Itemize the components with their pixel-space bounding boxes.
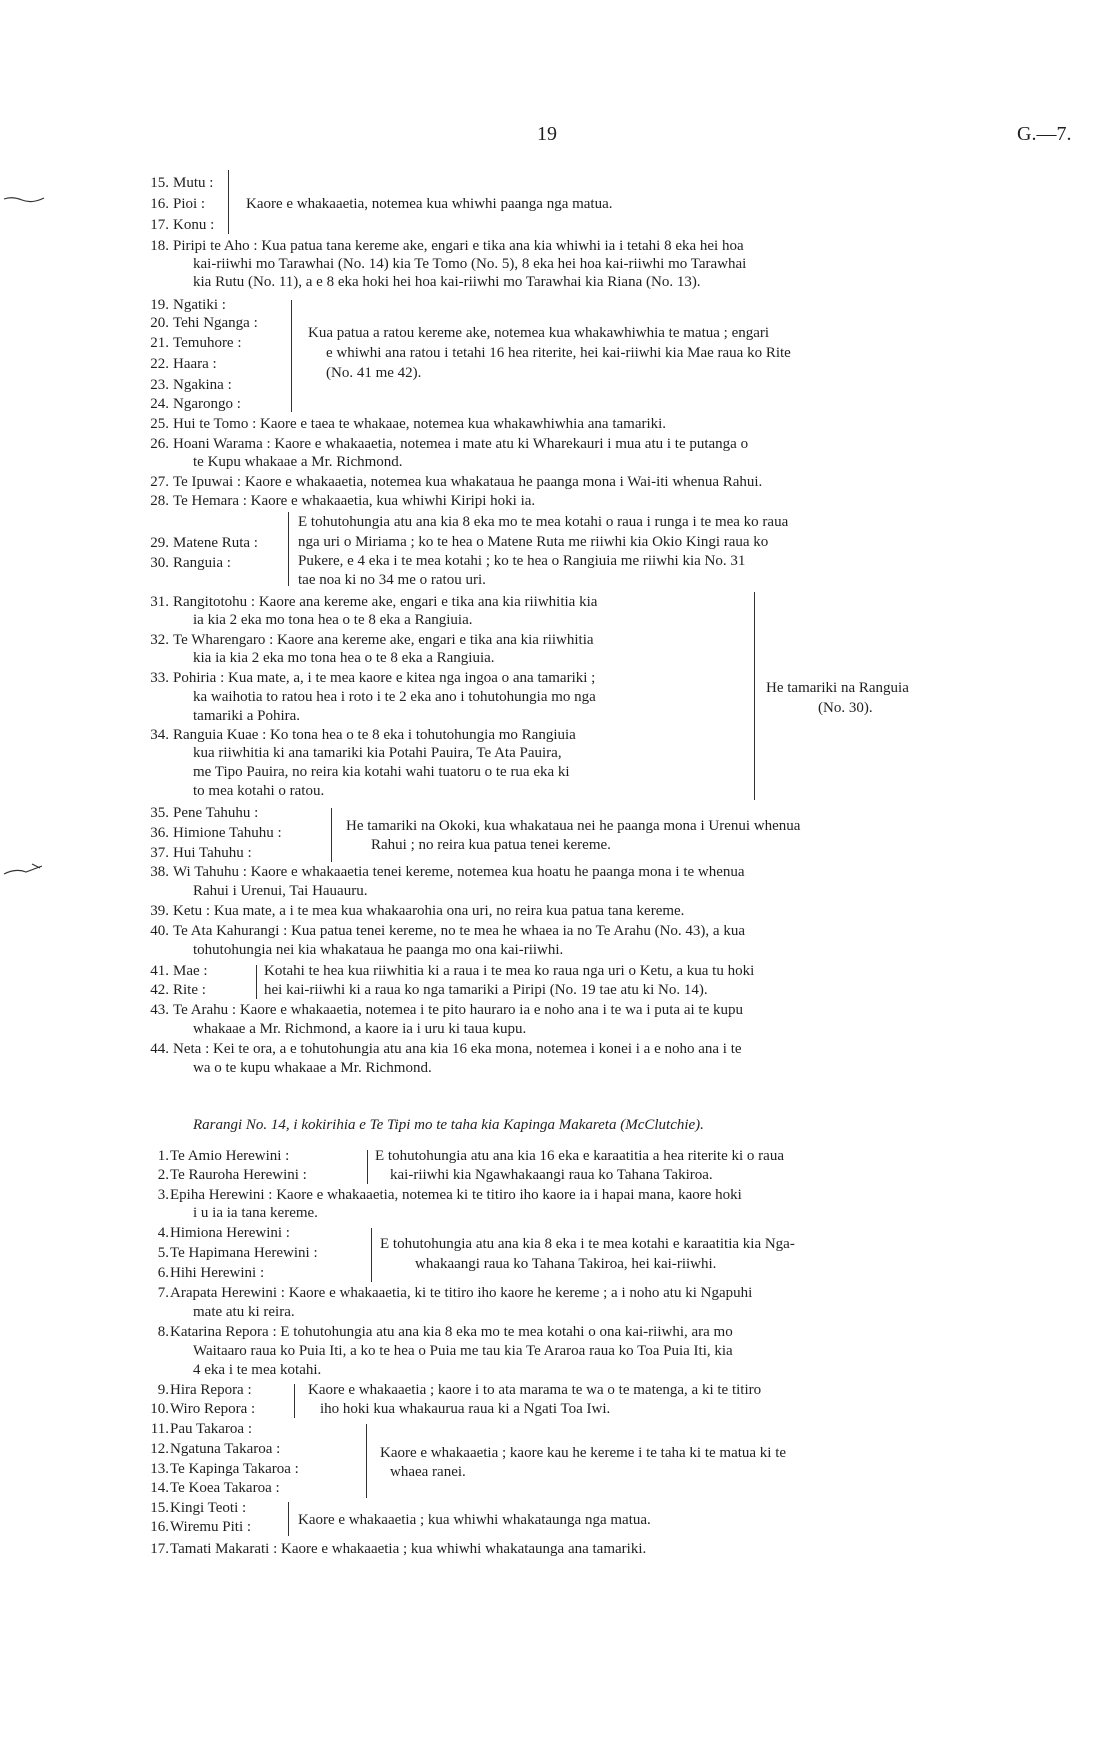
entry-number: 32. [150, 632, 169, 648]
entry-number: 9. [157, 1382, 169, 1398]
entry-line: Ketu : Kua mate, a i te mea kua whakaarohia ona uri, no reira kua patua tana kereme. [173, 903, 685, 919]
entry-line: Wi Tahuhu : Kaore e whakaaetia tenei kereme, notemea kua hoatu he paanga mona i te whenua [173, 864, 745, 880]
entry-number: 20. [150, 315, 169, 331]
entry-line: te Kupu whakaae a Mr. Richmond. [193, 454, 403, 470]
entry-number: 5. [157, 1245, 169, 1261]
entry-number: 27. [150, 474, 169, 490]
entry-line: Te Arahu : Kaore e whakaaetia, notemea i te pito hauraro ia e noho ana i te wa i puta ai te kupu [173, 1002, 743, 1018]
entry-line: Hui te Tomo : Kaore e taea te whakaae, notemea kua whakawhiwhia ana tamariki. [173, 416, 667, 432]
entry-name: Tehi Nganga : [173, 315, 258, 331]
document-reference: G.—7. [1017, 123, 1072, 145]
group-text: Kaore e whakaaetia, notemea kua whiwhi paanga nga matua. [246, 196, 613, 212]
entry-number: 28. [150, 493, 169, 509]
entry-line: Epiha Herewini : Kaore e whakaaetia, notemea ki te titiro iho kaore ia i hapai mana, kaore hoki [170, 1187, 742, 1203]
group-text: Pukere, e 4 eka i te mea kotahi ; ko te hea o Rangiuia me riiwhi kia No. 31 [298, 553, 746, 569]
entry-name: Ngatiki : [173, 297, 226, 313]
entry-line: tamariki a Pohira. [193, 708, 301, 724]
entry-name: Hira Repora : [170, 1382, 252, 1398]
entry-name: Kingi Teoti : [170, 1500, 247, 1516]
group-text: He tamariki na Okoki, kua whakataua nei he paanga mona i Urenui whenua [346, 818, 801, 834]
entry-number: 33. [150, 670, 169, 686]
entry-line: 4 eka i te mea kotahi. [193, 1362, 322, 1378]
entry-number: 42. [150, 982, 169, 998]
entry-number: 8. [157, 1324, 169, 1340]
entry-number: 11. [150, 1421, 169, 1437]
entry-line: Katarina Repora : E tohutohungia atu ana kia 8 eka mo te mea kotahi o ona kai-riiwhi, ara mo [170, 1324, 733, 1340]
entry-line: Arapata Herewini : Kaore e whakaaetia, ki te titiro iho kaore he kereme ; a i noho atu ki Ngapuhi [170, 1285, 753, 1301]
entry-name: Ngatuna Takaroa : [170, 1441, 281, 1457]
entry-number: 17. [150, 217, 169, 233]
entry-number: 25. [150, 416, 169, 432]
group-brace [284, 1502, 289, 1536]
entry-line: Te Ipuwai : Kaore e whakaaetia, notemea kua whakataua he paanga mona i Wai-iti whenua Rahui. [173, 474, 763, 490]
entry-name: Te Hapimana Herewini : [170, 1245, 318, 1261]
entry-number: 38. [150, 864, 169, 880]
entry-number: 31. [150, 594, 169, 610]
entry-number: 15. [150, 1500, 169, 1516]
entry-name: Te Rauroha Herewini : [170, 1167, 307, 1183]
entry-number: 37. [150, 845, 169, 861]
entry-name: Te Koea Takaroa : [170, 1480, 280, 1496]
entry-name: Pene Tahuhu : [173, 805, 259, 821]
entry-line: kai-riiwhi mo Tarawhai (No. 14) kia Te Tomo (No. 5), 8 eka hei hoa kai-riiwhi mo Tarawhai [193, 256, 747, 272]
entry-number: 2. [157, 1167, 169, 1183]
entry-name: Te Kapinga Takaroa : [170, 1461, 299, 1477]
entry-line: Pohiria : Kua mate, a, i te mea kaore e kitea nga ingoa o ana tamariki ; [173, 670, 596, 686]
entry-name: Haara : [173, 356, 217, 372]
page-number: 19 [537, 123, 557, 145]
entry-name: Mutu : [173, 175, 214, 191]
entry-number: 35. [150, 805, 169, 821]
entry-line: Te Wharengaro : Kaore ana kereme ake, engari e tika ana kia riiwhitia [173, 632, 594, 648]
group-text: E tohutohungia atu ana kia 8 eka i te mea kotahi e karaatitia kia Nga- [380, 1236, 795, 1252]
group-text: kai-riiwhi kia Ngawhakaangi raua ko Tahana Takiroa. [390, 1167, 713, 1183]
entry-number: 44. [150, 1041, 169, 1057]
entry-line: Ranguia Kuae : Ko tona hea o te 8 eka i tohutohungia mo Rangiuia [173, 727, 576, 743]
entry-number: 41. [150, 963, 169, 979]
group-text: nga uri o Miriama ; ko te hea o Matene Ruta me riiwhi kia Okio Kingi raua ko [298, 534, 769, 550]
group-brace [252, 965, 257, 999]
entry-name: Rite : [173, 982, 206, 998]
entry-number: 18. [150, 238, 169, 254]
entry-name: Hihi Herewini : [170, 1265, 265, 1281]
entry-name: Te Amio Herewini : [170, 1148, 290, 1164]
entry-line: i u ia ia tana kereme. [193, 1205, 318, 1221]
group-brace [327, 808, 332, 862]
entry-name: Hui Tahuhu : [173, 845, 252, 861]
entry-number: 30. [150, 555, 169, 571]
group-text: whakaangi raua ko Tahana Takiroa, hei kai-riiwhi. [415, 1256, 717, 1272]
entry-number: 3. [157, 1187, 169, 1203]
entry-line: Te Ata Kahurangi : Kua patua tenei kereme, no te mea he whaea ia no Te Arahu (No. 43), a kua [173, 923, 745, 939]
entry-name: Pau Takaroa : [170, 1421, 252, 1437]
entry-line: Rangitotohu : Kaore ana kereme ake, engari e tika ana kia riiwhitia kia [173, 594, 598, 610]
entry-name: Himiona Herewini : [170, 1225, 290, 1241]
entry-line: kua riiwhitia ki ana tamariki kia Potahi Pauira, Te Ata Pauira, [193, 745, 562, 761]
group-text: Kotahi te hea kua riiwhitia ki a raua i te mea ko raua nga uri o Ketu, a kua tu hoki [264, 963, 755, 979]
entry-number: 15. [150, 175, 169, 191]
entry-name: Himione Tahuhu : [173, 825, 282, 841]
group-text: iho hoki kua whakaurua raua ki a Ngati Toa Iwi. [320, 1401, 611, 1417]
entry-name: Matene Ruta : [173, 535, 258, 551]
entry-number: 16. [150, 196, 169, 212]
group-text: tae noa ki no 34 me o ratou uri. [298, 572, 486, 588]
entry-number: 19. [150, 297, 169, 313]
entry-name: Temuhore : [173, 335, 242, 351]
entry-line: Te Hemara : Kaore e whakaaetia, kua whiwhi Kiripi hoki ia. [173, 493, 536, 509]
margin-mark [2, 862, 52, 882]
group-brace [288, 512, 293, 586]
group-text: whaea ranei. [390, 1464, 466, 1480]
entry-name: Wiremu Piti : [170, 1519, 252, 1535]
group-note: He tamariki na Ranguia [766, 680, 909, 696]
entry-number: 40. [150, 923, 169, 939]
margin-mark [2, 194, 46, 204]
entry-line: Rahui i Urenui, Tai Hauauru. [193, 883, 368, 899]
entry-number: 13. [150, 1461, 169, 1477]
group-text: Rahui ; no reira kua patua tenei kereme. [371, 837, 611, 853]
section-caption: Rarangi No. 14, i kokirihia e Te Tipi mo te taha kia Kapinga Makareta (McClutchie). [193, 1117, 704, 1133]
entry-number: 29. [150, 535, 169, 551]
entry-line: tohutohungia nei kia whakataua he paanga mo ona kai-riiwhi. [193, 942, 564, 958]
entry-name: Konu : [173, 217, 215, 233]
group-text: Kaore e whakaaetia ; kaore i to ata marama te wa o te matenga, a ki te titiro [308, 1382, 762, 1398]
entry-number: 22. [150, 356, 169, 372]
entry-name: Pioi : [173, 196, 206, 212]
group-text: (No. 41 me 42). [326, 365, 422, 381]
entry-name: Ranguia : [173, 555, 231, 571]
entry-line: wa o te kupu whakaae a Mr. Richmond. [193, 1060, 432, 1076]
entry-number: 10. [150, 1401, 169, 1417]
group-brace [290, 1384, 295, 1418]
entry-name: Wiro Repora : [170, 1401, 256, 1417]
entry-number: 1. [157, 1148, 169, 1164]
group-brace [287, 300, 292, 412]
group-brace [367, 1228, 372, 1282]
entry-line: Neta : Kei te ora, a e tohutohungia atu ana kia 16 eka mona, notemea i konei i a e noho ana i te [173, 1041, 742, 1057]
entry-line: to mea kotahi o ratou. [193, 783, 325, 799]
entry-name: Mae : [173, 963, 208, 979]
entry-number: 36. [150, 825, 169, 841]
entry-line: ia kia 2 eka mo tona hea o te 8 eka a Rangiuia. [193, 612, 473, 628]
entry-line: ka waihotia to ratou hea i roto i te 2 eka ano i tohutohungia mo nga [193, 689, 596, 705]
group-note: (No. 30). [818, 700, 873, 716]
entry-number: 16. [150, 1519, 169, 1535]
group-text: E tohutohungia atu ana kia 8 eka mo te mea kotahi o raua i runga i te mea ko raua [298, 514, 789, 530]
entry-number: 39. [150, 903, 169, 919]
entry-line: Tamati Makarati : Kaore e whakaaetia ; kua whiwhi whakataunga ana tamariki. [170, 1541, 647, 1557]
entry-number: 34. [150, 727, 169, 743]
entry-number: 17. [150, 1541, 169, 1557]
group-text: Kua patua a ratou kereme ake, notemea kua whakawhiwhia te matua ; engari [308, 325, 770, 341]
entry-line: Waitaaro raua ko Puia Iti, a ko te hea o Puia me tau kia Te Araroa raua ko Toa Puia Iti, kia [193, 1343, 733, 1359]
entry-number: 14. [150, 1480, 169, 1496]
group-text: hei kai-riiwhi ki a raua ko nga tamariki a Piripi (No. 19 tae atu ki No. 14). [264, 982, 708, 998]
entry-line: kia ia kia 2 eka mo tona hea o te 8 eka a Rangiuia. [193, 650, 495, 666]
entry-number: 23. [150, 377, 169, 393]
entry-line: whakaae a Mr. Richmond, a kaore ia i uru ki taua kupu. [193, 1021, 527, 1037]
entry-number: 26. [150, 436, 169, 452]
entry-number: 12. [150, 1441, 169, 1457]
entry-line: kia Rutu (No. 11), a e 8 eka hoki hei hoa kai-riiwhi mo Tarawhai kia Riana (No. 13). [193, 274, 701, 290]
group-brace [224, 170, 229, 234]
entry-number: 43. [150, 1002, 169, 1018]
entry-line: Hoani Warama : Kaore e whakaaetia, notemea i mate atu ki Wharekauri i mua atu i te putanga o [173, 436, 749, 452]
entry-name: Ngarongo : [173, 396, 241, 412]
entry-name: Ngakina : [173, 377, 232, 393]
entry-number: 4. [157, 1225, 169, 1241]
group-brace [748, 592, 755, 800]
entry-line: mate atu ki reira. [193, 1304, 295, 1320]
group-text: Kaore e whakaaetia ; kua whiwhi whakataunga nga matua. [298, 1512, 651, 1528]
group-text: e whiwhi ana ratou i tetahi 16 hea riterite, hei kai-riiwhi kia Mae raua ko Rite [326, 345, 791, 361]
entry-line: Piripi te Aho : Kua patua tana kereme ake, engari e tika ana kia whiwhi ia i tetahi 8 eka hei hoa [173, 238, 744, 254]
group-text: Kaore e whakaaetia ; kaore kau he kereme i te taha ki te matua ki te [380, 1445, 787, 1461]
group-text: E tohutohungia atu ana kia 16 eka e karaatitia a hea riterite ki o raua [375, 1148, 784, 1164]
group-brace [363, 1150, 368, 1184]
entry-line: me Tipo Pauira, no reira kia kotahi wahi tuatoru o te rua eka ki [193, 764, 570, 780]
entry-number: 6. [157, 1265, 169, 1281]
entry-number: 7. [157, 1285, 169, 1301]
entry-number: 24. [150, 396, 169, 412]
group-brace [362, 1424, 367, 1498]
entry-number: 21. [150, 335, 169, 351]
